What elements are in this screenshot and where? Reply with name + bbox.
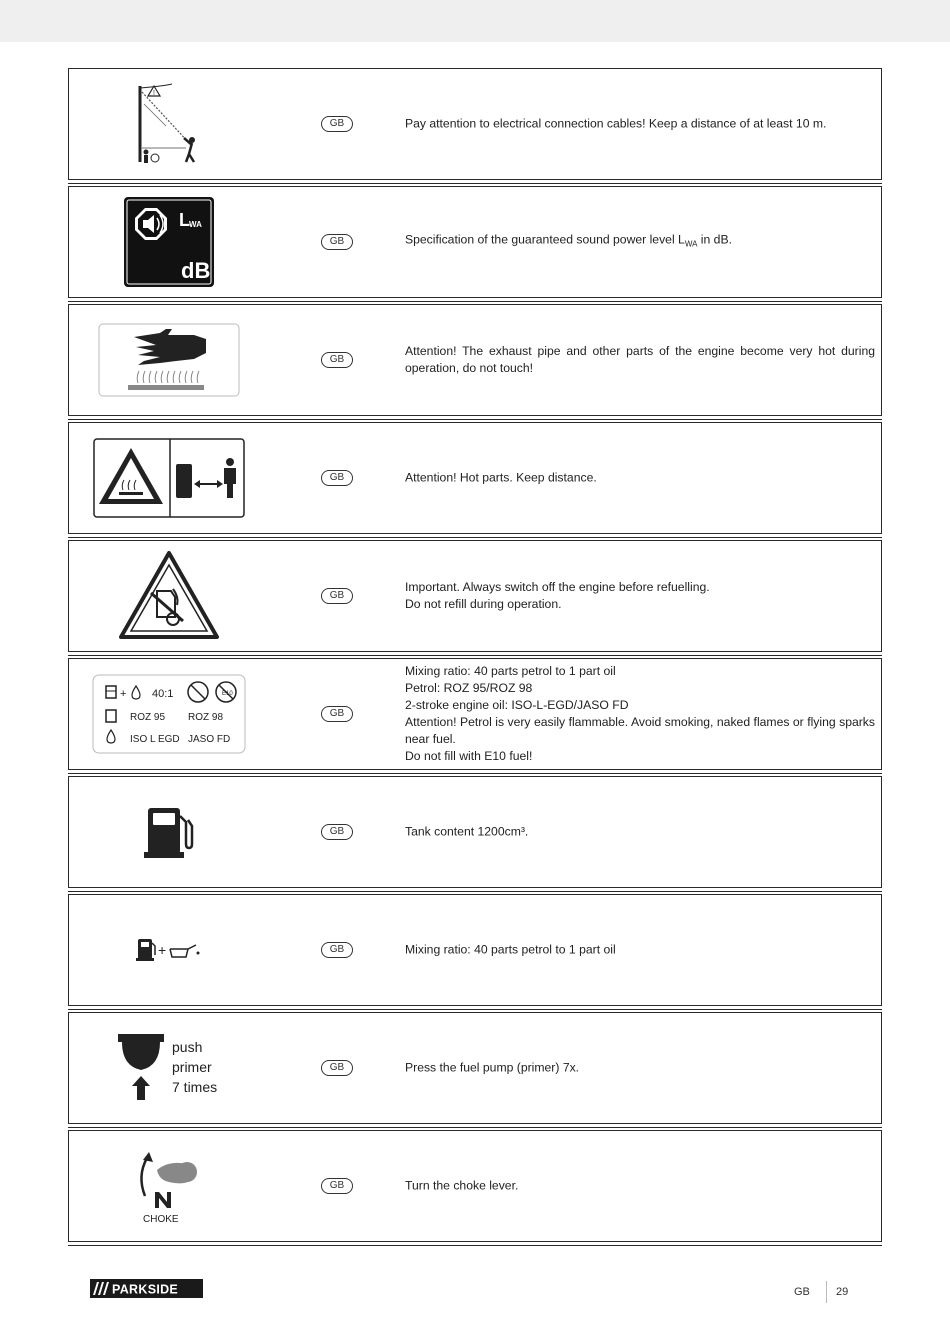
- table-row: [68, 1012, 882, 1124]
- language-badge: GB: [321, 234, 353, 250]
- language-badge: GB: [321, 942, 353, 958]
- mix-ratio-text: 40:1: [152, 688, 174, 700]
- iso-label: ISO L EGD: [130, 734, 180, 745]
- lwa-letter: L: [179, 210, 190, 230]
- table-row: [68, 540, 882, 652]
- instruction-text: [405, 663, 875, 765]
- instruction-line: Mixing ratio: 40 parts petrol to 1 part oil: [405, 664, 616, 678]
- roz98-label: ROZ 98: [188, 712, 224, 723]
- instruction-text: [405, 942, 875, 959]
- instruction-line: Do not refill during operation.: [405, 597, 562, 611]
- no-refuel-while-running-icon: [69, 541, 269, 651]
- footer-divider: [826, 1281, 827, 1303]
- table-row: [68, 1130, 882, 1242]
- fuel-mix-label-icon: [69, 659, 269, 769]
- page-number: 29: [836, 1286, 849, 1298]
- instruction-text: [405, 1060, 875, 1077]
- instruction-text: [405, 116, 875, 133]
- svg-text:!: !: [153, 90, 155, 97]
- instruction-line: Petrol: ROZ 95/ROZ 98: [405, 681, 533, 695]
- instruction-line: Attention! Hot parts. Keep distance.: [405, 470, 597, 485]
- top-band: [0, 0, 950, 42]
- language-badge: GB: [321, 470, 353, 486]
- language-badge: GB: [321, 116, 353, 132]
- instruction-line-suffix: in dB.: [697, 232, 732, 247]
- svg-text:+: +: [158, 942, 167, 958]
- instruction-text: [405, 824, 875, 841]
- instruction-text: [405, 1178, 875, 1195]
- roz95-label: ROZ 95: [130, 712, 166, 723]
- instruction-line: Attention! The exhaust pipe and other parts of the engine become very hot during operation, do not touch!: [405, 344, 875, 375]
- instruction-line: Press the fuel pump (primer) 7x.: [405, 1060, 580, 1075]
- instruction-text: [405, 232, 875, 253]
- instruction-line: Attention! Petrol is very easily flammable. Avoid smoking, naked flames or flying sparks near fuel.: [405, 715, 875, 746]
- instruction-line: Mixing ratio: 40 parts petrol to 1 part oil: [405, 942, 616, 957]
- language-badge: GB: [321, 588, 353, 604]
- lwa-subscript: WA: [189, 220, 202, 229]
- instruction-line: Important. Always switch off the engine before refuelling.: [405, 580, 710, 594]
- table-row: [68, 304, 882, 416]
- language-badge: GB: [321, 824, 353, 840]
- table-row: [68, 68, 882, 180]
- db-label: dB: [181, 258, 211, 283]
- parkside-logo: [90, 1279, 203, 1298]
- hot-surface-hand-icon: [69, 305, 269, 415]
- power-line-distance-icon: [69, 69, 269, 179]
- primer-label-times: 7 times: [172, 1079, 218, 1095]
- primer-label-push: push: [172, 1039, 203, 1055]
- primer-label-primer: primer: [172, 1059, 212, 1075]
- footer-language: GB: [794, 1286, 810, 1298]
- hot-parts-keep-distance-icon: [69, 423, 269, 533]
- choke-lever-icon: [69, 1131, 269, 1241]
- language-badge: GB: [321, 352, 353, 368]
- instruction-line: Pay attention to electrical connection cables! Keep a distance of at least 10 m.: [405, 116, 827, 131]
- instruction-line: [405, 232, 875, 253]
- primer-bulb-icon: [69, 1013, 269, 1123]
- language-badge: GB: [321, 1178, 353, 1194]
- e10-label: E10: [222, 691, 233, 697]
- lwa-subscript-text: WA: [684, 239, 698, 249]
- instruction-text: [405, 470, 875, 487]
- table-row: [68, 422, 882, 534]
- instruction-line: 2-stroke engine oil: ISO-L-EGD/JASO FD: [405, 698, 629, 712]
- language-badge: GB: [321, 1060, 353, 1076]
- brand-name: PARKSIDE: [112, 1282, 179, 1297]
- table-row: [68, 658, 882, 770]
- instruction-line-text: Specification of the guaranteed sound power level L: [405, 232, 685, 247]
- choke-label: CHOKE: [143, 1214, 179, 1225]
- language-badge: GB: [321, 706, 353, 722]
- table-row: [68, 894, 882, 1006]
- jaso-label: JASO FD: [188, 734, 231, 745]
- petrol-plus-oil-icon: [69, 895, 269, 1005]
- sound-power-level-icon: [69, 187, 269, 297]
- instruction-line: Do not fill with E10 fuel!: [405, 749, 533, 763]
- svg-text:+: +: [120, 688, 127, 700]
- table-row: [68, 186, 882, 298]
- symbol-table: [68, 68, 882, 1248]
- fuel-pump-icon: [69, 777, 269, 887]
- instruction-line: Turn the choke lever.: [405, 1178, 519, 1193]
- table-row: [68, 776, 882, 888]
- instruction-line: Tank content 1200cm³.: [405, 824, 529, 839]
- instruction-text: [405, 343, 875, 377]
- instruction-text: [405, 579, 875, 613]
